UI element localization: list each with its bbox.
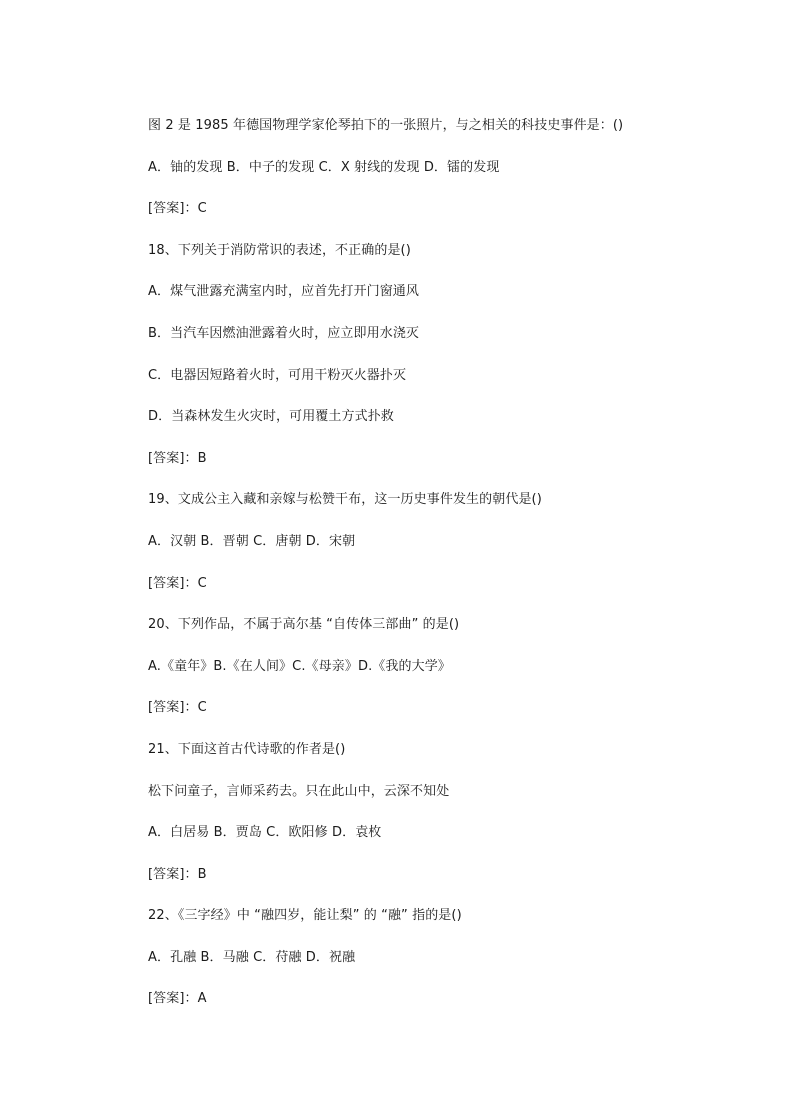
question-line: 19、文成公主入藏和亲嫁与松赞干布，这一历史事件发生的朝代是() bbox=[148, 492, 542, 508]
option-line: A．煤气泄露充满室内时，应首先打开门窗通风 bbox=[148, 284, 419, 300]
question-line: 21、下面这首古代诗歌的作者是() bbox=[148, 741, 346, 757]
answer-line: [答案]：A bbox=[148, 991, 207, 1007]
poem-line: 松下问童子，言师采药去。只在此山中，云深不知处 bbox=[148, 783, 450, 799]
options-line: A.《童年》B.《在人间》C.《母亲》D.《我的大学》 bbox=[148, 658, 451, 674]
answer-line: [答案]：C bbox=[148, 575, 207, 591]
option-line: C．电器因短路着火时，可用干粉灭火器扑灭 bbox=[148, 367, 407, 383]
option-line: B．当汽车因燃油泄露着火时，应立即用水浇灭 bbox=[148, 325, 420, 341]
options-line: A．孔融 B．马融 C．苻融 D．祝融 bbox=[148, 949, 356, 965]
answer-line: [答案]：B bbox=[148, 450, 207, 466]
answer-line: [答案]：C bbox=[148, 201, 207, 217]
question-line: 图 2 是 1985 年德国物理学家伦琴拍下的一张照片，与之相关的科技史事件是：() bbox=[148, 118, 624, 133]
document-body bbox=[148, 116, 748, 1031]
answer-line: [答案]：B bbox=[148, 866, 207, 882]
question-line: 20、下列作品，不属于高尔基 “自传体三部曲” 的是() bbox=[148, 617, 460, 633]
question-line: 22、《三字经》中 “融四岁，能让梨” 的 “融” 指的是() bbox=[148, 908, 462, 924]
option-line: D．当森林发生火灾时，可用覆土方式扑救 bbox=[148, 409, 394, 425]
question-line: 18、下列关于消防常识的表述，不正确的是() bbox=[148, 242, 411, 258]
options-line: A．白居易 B．贾岛 C．欧阳修 D．袁枚 bbox=[148, 825, 382, 841]
options-line: A．汉朝 B．晋朝 C．唐朝 D．宋朝 bbox=[148, 533, 356, 549]
options-line: A．铀的发现 B．中子的发现 C．X 射线的发现 D．镭的发现 bbox=[148, 159, 500, 175]
answer-line: [答案]：C bbox=[148, 700, 207, 716]
